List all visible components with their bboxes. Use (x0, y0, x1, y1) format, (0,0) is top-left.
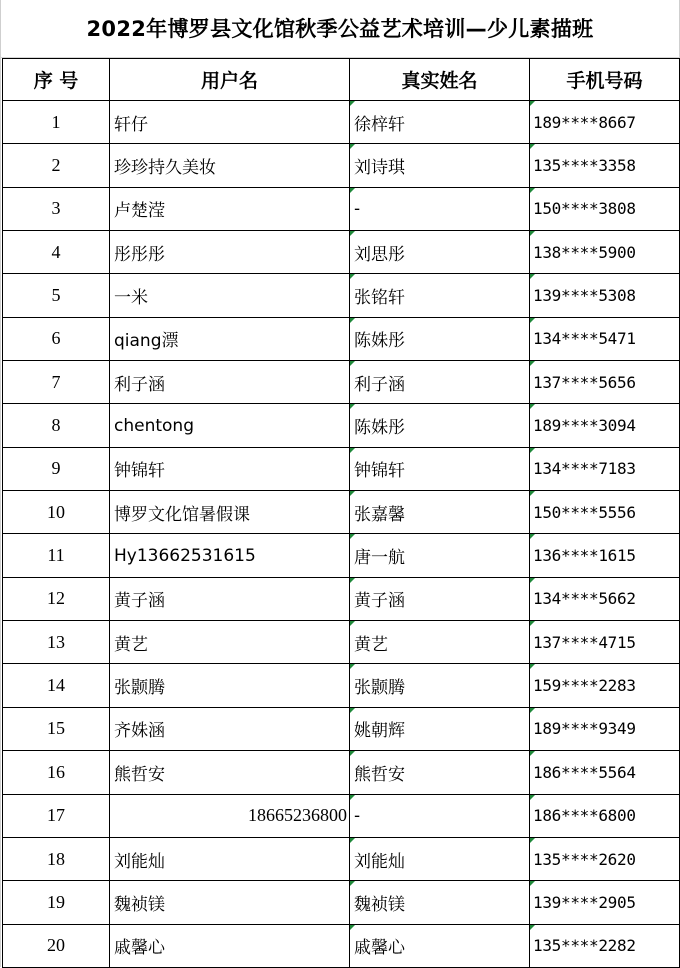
cell-realname-text: - (354, 805, 361, 826)
cell-realname-text: 刘思彤 (354, 244, 405, 265)
cell-comment-marker-icon (350, 274, 355, 279)
cell-seq[interactable]: 2 (3, 144, 110, 187)
cell-username[interactable]: 钟锦轩 (110, 447, 350, 490)
cell-phone[interactable] (530, 664, 680, 707)
cell-username[interactable]: 张颢腾 (110, 664, 350, 707)
cell-phone-text: 137****5656 (533, 372, 636, 392)
table-row (3, 447, 680, 490)
cell-realname[interactable] (350, 577, 530, 620)
cell-seq[interactable]: 16 (3, 751, 110, 794)
cell-seq[interactable]: 1 (3, 101, 110, 144)
cell-phone[interactable] (530, 794, 680, 837)
cell-phone-text: 139****2905 (533, 892, 636, 912)
cell-seq[interactable]: 8 (3, 404, 110, 447)
table-row (3, 837, 680, 880)
table-row (3, 274, 680, 317)
table-row (3, 664, 680, 707)
cell-seq[interactable]: 7 (3, 361, 110, 404)
cell-realname-text: 利子涵 (354, 374, 405, 395)
cell-realname[interactable] (350, 491, 530, 534)
cell-comment-marker-icon (530, 231, 535, 236)
cell-seq[interactable]: 6 (3, 317, 110, 360)
cell-seq[interactable]: 19 (3, 881, 110, 924)
cell-realname[interactable] (350, 534, 530, 577)
cell-comment-marker-icon (350, 101, 355, 106)
header-phone[interactable]: 手机号码 (530, 59, 680, 101)
cell-realname[interactable] (350, 881, 530, 924)
roster-table (2, 58, 680, 968)
cell-comment-marker-icon (530, 578, 535, 583)
cell-comment-marker-icon (530, 274, 535, 279)
cell-phone-text: 150****3808 (533, 199, 636, 219)
cell-comment-marker-icon (350, 448, 355, 453)
cell-phone[interactable] (530, 317, 680, 360)
cell-comment-marker-icon (350, 925, 355, 930)
cell-realname-text: 陈姝彤 (354, 331, 405, 352)
cell-realname[interactable] (350, 664, 530, 707)
cell-realname[interactable] (350, 144, 530, 187)
cell-phone[interactable] (530, 621, 680, 664)
header-username[interactable]: 用户名 (110, 59, 350, 101)
cell-comment-marker-icon (350, 231, 355, 236)
table-row (3, 707, 680, 750)
cell-username[interactable]: 珍珍持久美妆 (110, 144, 350, 187)
cell-phone[interactable] (530, 144, 680, 187)
cell-seq[interactable]: 14 (3, 664, 110, 707)
cell-username[interactable]: 博罗文化馆暑假课 (110, 491, 350, 534)
cell-phone[interactable] (530, 491, 680, 534)
cell-phone[interactable] (530, 361, 680, 404)
cell-seq[interactable]: 5 (3, 274, 110, 317)
cell-realname[interactable] (350, 924, 530, 967)
cell-comment-marker-icon (350, 664, 355, 669)
cell-comment-marker-icon (350, 795, 355, 800)
cell-seq[interactable]: 3 (3, 187, 110, 230)
cell-realname-text: 魏祯镁 (354, 894, 405, 915)
cell-phone-text: 135****2282 (533, 936, 636, 956)
cell-username[interactable]: Hy13662531615 (110, 534, 350, 577)
cell-phone-text: 186****6800 (533, 806, 636, 826)
cell-realname[interactable] (350, 404, 530, 447)
cell-phone[interactable] (530, 577, 680, 620)
cell-realname-text: 唐一航 (354, 548, 405, 569)
cell-comment-marker-icon (530, 404, 535, 409)
cell-comment-marker-icon (350, 751, 355, 756)
cell-phone-text: 189****8667 (533, 112, 636, 132)
cell-phone[interactable] (530, 881, 680, 924)
cell-comment-marker-icon (530, 188, 535, 193)
table-body (3, 101, 680, 968)
cell-realname-text: 徐梓轩 (354, 114, 405, 135)
header-seq[interactable]: 序 号 (3, 59, 110, 101)
cell-phone[interactable] (530, 534, 680, 577)
cell-phone-text: 150****5556 (533, 502, 636, 522)
cell-realname[interactable] (350, 317, 530, 360)
cell-realname-text: 黄艺 (354, 634, 388, 655)
cell-comment-marker-icon (530, 795, 535, 800)
cell-comment-marker-icon (350, 621, 355, 626)
cell-phone-text: 135****2620 (533, 849, 636, 869)
cell-seq[interactable]: 12 (3, 577, 110, 620)
cell-username[interactable]: 彤彤彤 (110, 231, 350, 274)
cell-realname[interactable] (350, 187, 530, 230)
cell-seq[interactable]: 9 (3, 447, 110, 490)
table-row (3, 751, 680, 794)
cell-username[interactable]: 刘能灿 (110, 837, 350, 880)
cell-comment-marker-icon (530, 925, 535, 930)
cell-seq[interactable]: 17 (3, 794, 110, 837)
cell-comment-marker-icon (530, 708, 535, 713)
cell-username[interactable]: 齐姝涵 (110, 707, 350, 750)
cell-phone-text: 189****9349 (533, 719, 636, 739)
sheet-title: 2022年博罗县文化馆秋季公益艺术培训—少儿素描班 (1, 0, 679, 58)
cell-comment-marker-icon (530, 881, 535, 886)
cell-phone[interactable] (530, 404, 680, 447)
header-row (3, 59, 680, 101)
cell-username[interactable]: 轩仔 (110, 101, 350, 144)
cell-phone-text: 139****5308 (533, 286, 636, 306)
cell-realname-text: 熊哲安 (354, 764, 405, 785)
cell-realname[interactable] (350, 794, 530, 837)
table-row (3, 534, 680, 577)
cell-comment-marker-icon (530, 101, 535, 106)
cell-phone-text: 186****5564 (533, 762, 636, 782)
cell-comment-marker-icon (350, 318, 355, 323)
cell-realname[interactable] (350, 621, 530, 664)
table-row (3, 621, 680, 664)
cell-realname[interactable] (350, 751, 530, 794)
cell-comment-marker-icon (350, 708, 355, 713)
cell-seq[interactable]: 10 (3, 491, 110, 534)
cell-realname-text: 戚馨心 (354, 938, 405, 959)
cell-phone[interactable] (530, 924, 680, 967)
cell-phone-text: 137****4715 (533, 632, 636, 652)
cell-phone-text: 159****2283 (533, 676, 636, 696)
cell-comment-marker-icon (350, 404, 355, 409)
cell-comment-marker-icon (530, 751, 535, 756)
cell-phone[interactable] (530, 707, 680, 750)
cell-comment-marker-icon (350, 361, 355, 366)
cell-username[interactable]: 黄子涵 (110, 577, 350, 620)
cell-realname-text: 刘诗琪 (354, 158, 405, 179)
cell-phone[interactable] (530, 751, 680, 794)
table-row (3, 794, 680, 837)
cell-phone-text: 134****7183 (533, 459, 636, 479)
cell-realname-text: 张铭轩 (354, 288, 405, 309)
cell-realname-text: 姚朝辉 (354, 721, 405, 742)
cell-phone[interactable] (530, 837, 680, 880)
cell-comment-marker-icon (530, 448, 535, 453)
cell-comment-marker-icon (350, 578, 355, 583)
cell-username[interactable]: 戚馨心 (110, 924, 350, 967)
table-row (3, 231, 680, 274)
cell-username[interactable]: 黄艺 (110, 621, 350, 664)
cell-realname[interactable] (350, 707, 530, 750)
cell-realname[interactable] (350, 837, 530, 880)
cell-realname[interactable] (350, 101, 530, 144)
cell-realname-text: 陈姝彤 (354, 418, 405, 439)
table-row (3, 404, 680, 447)
cell-comment-marker-icon (530, 318, 535, 323)
cell-realname[interactable] (350, 447, 530, 490)
cell-realname[interactable] (350, 231, 530, 274)
cell-phone[interactable] (530, 101, 680, 144)
cell-comment-marker-icon (350, 188, 355, 193)
table-row (3, 317, 680, 360)
cell-username[interactable]: 卢楚滢 (110, 187, 350, 230)
cell-phone-text: 134****5662 (533, 589, 636, 609)
cell-phone-text: 134****5471 (533, 329, 636, 349)
header-realname[interactable]: 真实姓名 (350, 59, 530, 101)
cell-comment-marker-icon (530, 491, 535, 496)
table-row (3, 361, 680, 404)
cell-comment-marker-icon (350, 491, 355, 496)
table-row (3, 881, 680, 924)
cell-realname-text: 张嘉馨 (354, 504, 405, 525)
cell-comment-marker-icon (350, 838, 355, 843)
cell-username[interactable]: 利子涵 (110, 361, 350, 404)
cell-comment-marker-icon (350, 881, 355, 886)
cell-seq[interactable]: 18 (3, 837, 110, 880)
cell-realname-text: - (354, 198, 361, 219)
cell-comment-marker-icon (530, 621, 535, 626)
cell-comment-marker-icon (350, 144, 355, 149)
cell-seq[interactable]: 13 (3, 621, 110, 664)
cell-username[interactable]: qiang漂 (110, 317, 350, 360)
cell-seq[interactable]: 4 (3, 231, 110, 274)
cell-username[interactable]: chentong (110, 404, 350, 447)
cell-username[interactable]: 一米 (110, 274, 350, 317)
cell-phone-text: 138****5900 (533, 242, 636, 262)
cell-realname-text: 刘能灿 (354, 851, 405, 872)
cell-phone-text: 135****3358 (533, 156, 636, 176)
cell-realname[interactable] (350, 274, 530, 317)
cell-phone[interactable] (530, 231, 680, 274)
table-row (3, 491, 680, 534)
cell-comment-marker-icon (530, 664, 535, 669)
cell-comment-marker-icon (530, 144, 535, 149)
cell-phone[interactable] (530, 187, 680, 230)
cell-comment-marker-icon (530, 838, 535, 843)
cell-username[interactable]: 魏祯镁 (110, 881, 350, 924)
cell-phone-text: 136****1615 (533, 546, 636, 566)
cell-comment-marker-icon (530, 534, 535, 539)
cell-realname-text: 钟锦轩 (354, 461, 405, 482)
cell-comment-marker-icon (530, 361, 535, 366)
cell-realname-text: 黄子涵 (354, 591, 405, 612)
cell-seq[interactable]: 15 (3, 707, 110, 750)
cell-phone[interactable] (530, 447, 680, 490)
table-row (3, 924, 680, 967)
cell-username[interactable]: 18665236800 (110, 794, 350, 837)
cell-realname-text: 张颢腾 (354, 678, 405, 699)
cell-realname[interactable] (350, 361, 530, 404)
cell-seq[interactable]: 20 (3, 924, 110, 967)
table-row (3, 144, 680, 187)
table-row (3, 577, 680, 620)
cell-seq[interactable]: 11 (3, 534, 110, 577)
table-row (3, 101, 680, 144)
cell-phone-text: 189****3094 (533, 416, 636, 436)
table-row (3, 187, 680, 230)
cell-phone[interactable] (530, 274, 680, 317)
cell-username[interactable]: 熊哲安 (110, 751, 350, 794)
cell-comment-marker-icon (350, 534, 355, 539)
